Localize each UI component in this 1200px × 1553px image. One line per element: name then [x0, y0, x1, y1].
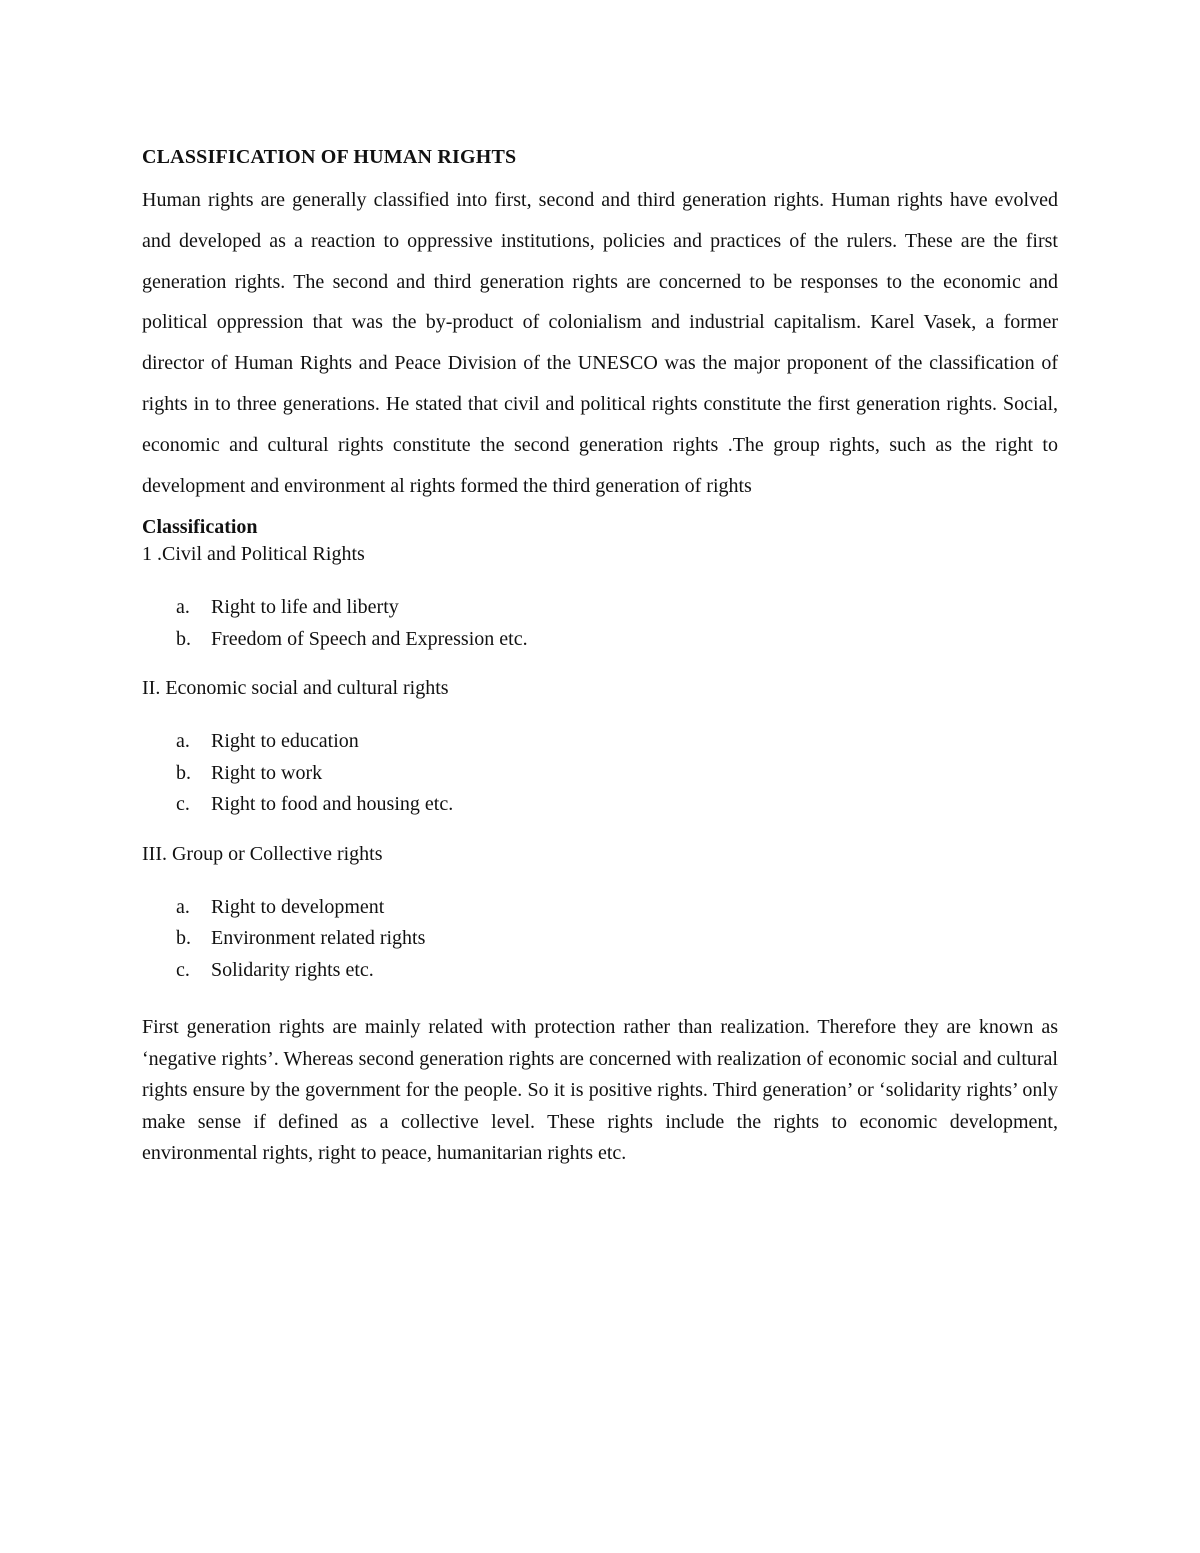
section-title: 1 .Civil and Political Rights	[142, 543, 365, 566]
section-economic-social-cultural	[142, 675, 1058, 821]
list-item	[142, 592, 1058, 624]
list-item-text: Right to development	[211, 895, 385, 918]
list-item-text: Right to work	[211, 761, 323, 784]
section-group-collective	[142, 841, 1058, 987]
list-item	[142, 923, 1058, 955]
list-item-text: Right to food and housing etc.	[211, 793, 454, 816]
list-item	[142, 892, 1058, 924]
list-marker: b.	[176, 761, 191, 784]
section-title: II. Economic social and cultural rights	[142, 677, 449, 700]
list-item	[142, 955, 1058, 987]
intro-paragraph: Human rights are generally classified into first, second and third generation rights. Human rights have evolved and developed as a reaction to oppressive institutions, policies and practices of the rulers. These are the first generation rights. The second and third generation rights are concerned to be responses to the economic and political oppression that was the by-product of colonialism and industrial capitalism. Karel Vasek, a former director of Human Rights and Peace Division of the UNESCO was the major proponent of the classification of rights in to three generations. He stated that civil and political rights constitute the first generation rights. Social, economic and cultural rights constitute the second generation rights .The group rights, such as the right to development and environment al rights formed the third generation of rights	[142, 189, 1058, 497]
list-marker: a.	[176, 730, 190, 753]
classification-heading: Classification	[142, 516, 258, 539]
document-page	[142, 140, 1058, 1170]
list-item-text: Right to life and liberty	[211, 596, 399, 619]
section-title: III. Group or Collective rights	[142, 842, 383, 865]
list-item-text: Freedom of Speech and Expression etc.	[211, 627, 528, 650]
list-item-text: Right to education	[211, 730, 359, 753]
list-item	[142, 726, 1058, 758]
list-marker: a.	[176, 596, 190, 619]
section-items	[142, 892, 1058, 987]
list-marker: b.	[176, 927, 191, 950]
list-item	[142, 624, 1058, 656]
list-marker: b.	[176, 627, 191, 650]
section-items	[142, 726, 1058, 821]
document-title: CLASSIFICATION OF HUMAN RIGHTS	[142, 146, 517, 168]
list-item	[142, 758, 1058, 790]
list-item-text: Environment related rights	[211, 927, 426, 950]
list-marker: c.	[176, 958, 190, 981]
list-marker: c.	[176, 793, 190, 816]
section-civil-political	[142, 541, 1058, 655]
list-item-text: Solidarity rights etc.	[211, 958, 374, 981]
closing-paragraph: First generation rights are mainly related with protection rather than realization. Therefore they are known as ‘negative rights’. Whereas second generation rights are concerned with realization of economic social and cultural rights ensure by the government for the people. So it is positive rights. Third generation’ or ‘solidarity rights’ only make sense if defined as a collective level. These rights include the rights to economic development, environmental rights, right to peace, humanitarian rights etc.	[142, 1016, 1058, 1165]
list-item	[142, 789, 1058, 821]
section-items	[142, 592, 1058, 655]
list-marker: a.	[176, 895, 190, 918]
